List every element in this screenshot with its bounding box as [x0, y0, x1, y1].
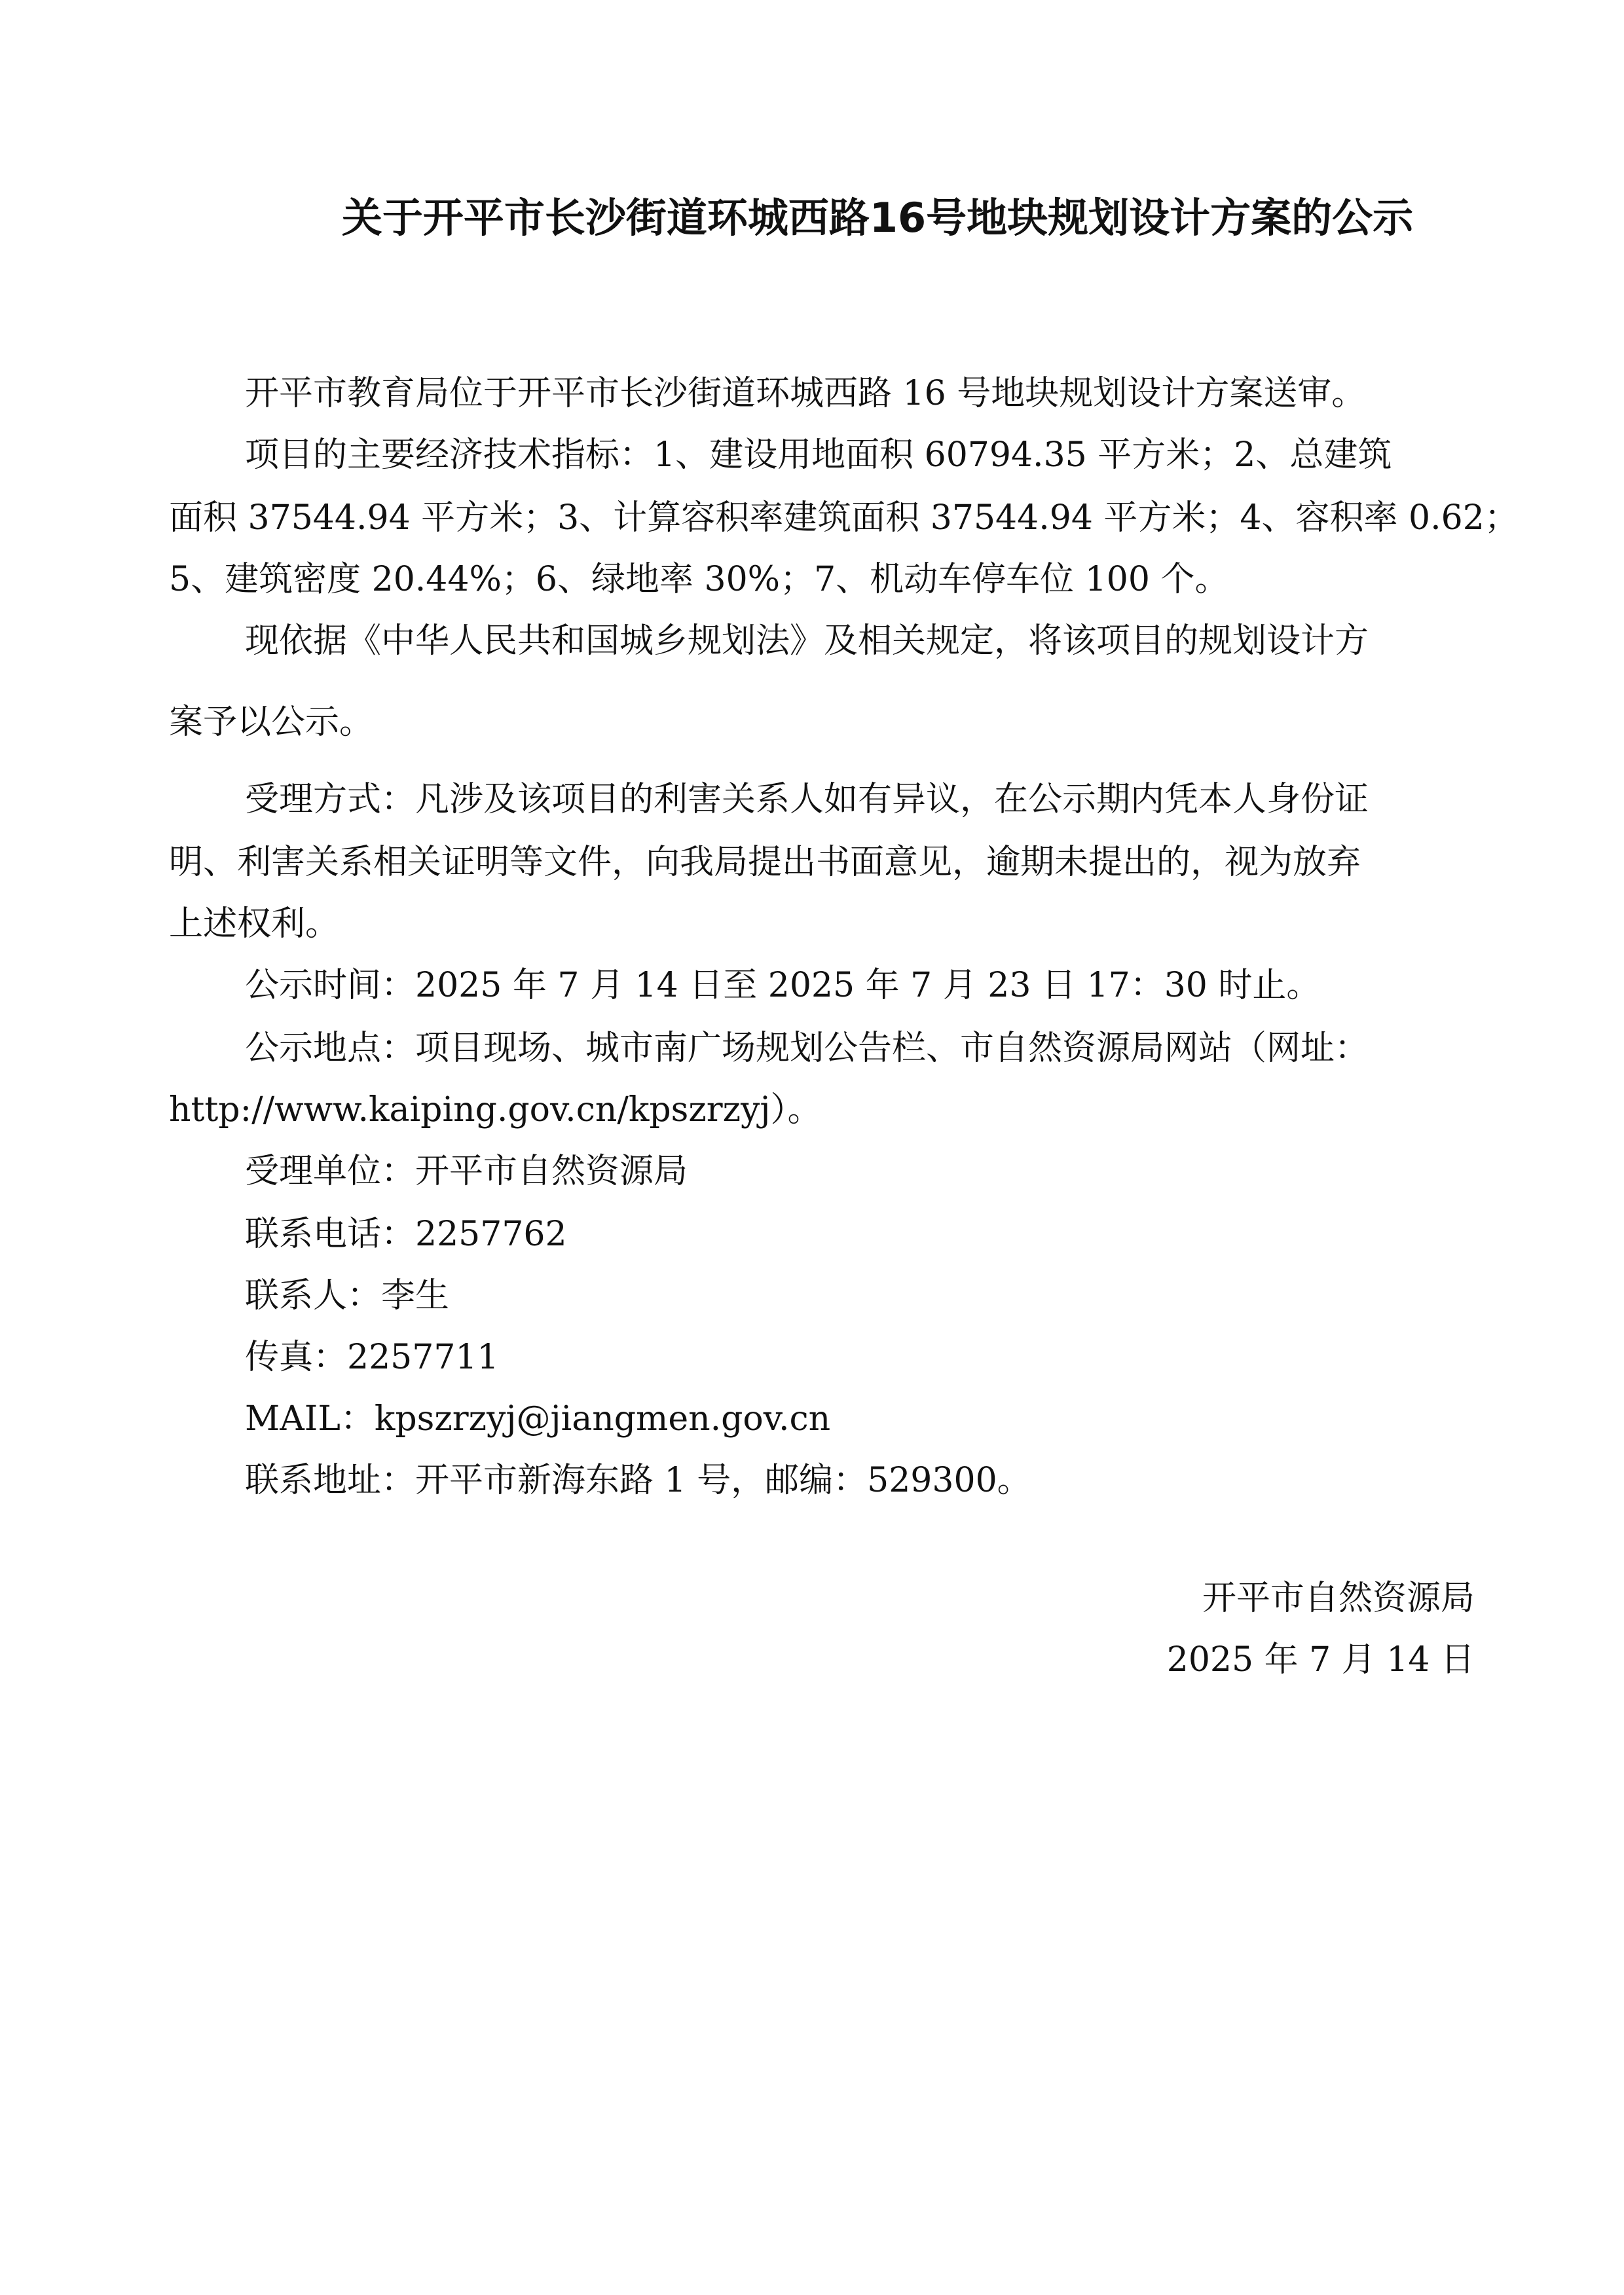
paragraph-line: 联系地址：开平市新海东路 1 号，邮编：529300。 [245, 1461, 1031, 1500]
paragraph-line: 联系人：李生 [245, 1276, 450, 1315]
paragraph-line: 上述权利。 [169, 904, 340, 944]
paragraph-line: 现依据《中华人民共和国城乡规划法》及相关规定，将该项目的规划设计方 [245, 621, 1369, 661]
paragraph-line: 项目的主要经济技术指标：1、建设用地面积 60794.35 平方米；2、总建筑 [245, 435, 1392, 475]
paragraph-line: 受理方式：凡涉及该项目的利害关系人如有异议，在公示期内凭本人身份证 [245, 780, 1369, 819]
paragraph-line: http://www.kaiping.gov.cn/kpszrzyj）。 [169, 1090, 822, 1129]
paragraph-line: 5、建筑密度 20.44%；6、绿地率 30%；7、机动车停车位 100 个。 [169, 560, 1229, 599]
paragraph-line: MAIL：kpszrzyj@jiangmen.gov.cn [245, 1399, 831, 1439]
document-title: 关于开平市长沙街道环城西路16号地块规划设计方案的公示 [341, 194, 1414, 242]
paragraph-line: 案予以公示。 [169, 703, 374, 742]
signature-date: 2025 年 7 月 14 日 [1166, 1640, 1475, 1680]
paragraph-line: 面积 37544.94 平方米；3、计算容积率建筑面积 37544.94 平方米；4、容积率 0.62； [169, 498, 1519, 538]
paragraph-line: 公示时间：2025 年 7 月 14 日至 2025 年 7 月 23 日 17：30 时止。 [245, 966, 1321, 1005]
paragraph-line: 联系电话：2257762 [245, 1215, 567, 1254]
paragraph-line: 明、利害关系相关证明等文件，向我局提出书面意见，逾期未提出的，视为放弃 [169, 843, 1361, 882]
paragraph-line: 受理单位：开平市自然资源局 [245, 1152, 688, 1191]
paragraph-line: 开平市教育局位于开平市长沙街道环城西路 16 号地块规划设计方案送审。 [245, 374, 1366, 413]
paragraph-line: 公示地点：项目现场、城市南广场规划公告栏、市自然资源局网站（网址： [245, 1029, 1369, 1068]
paragraph-line: 传真：2257711 [245, 1338, 499, 1377]
signature-organization: 开平市自然资源局 [1202, 1579, 1475, 1618]
